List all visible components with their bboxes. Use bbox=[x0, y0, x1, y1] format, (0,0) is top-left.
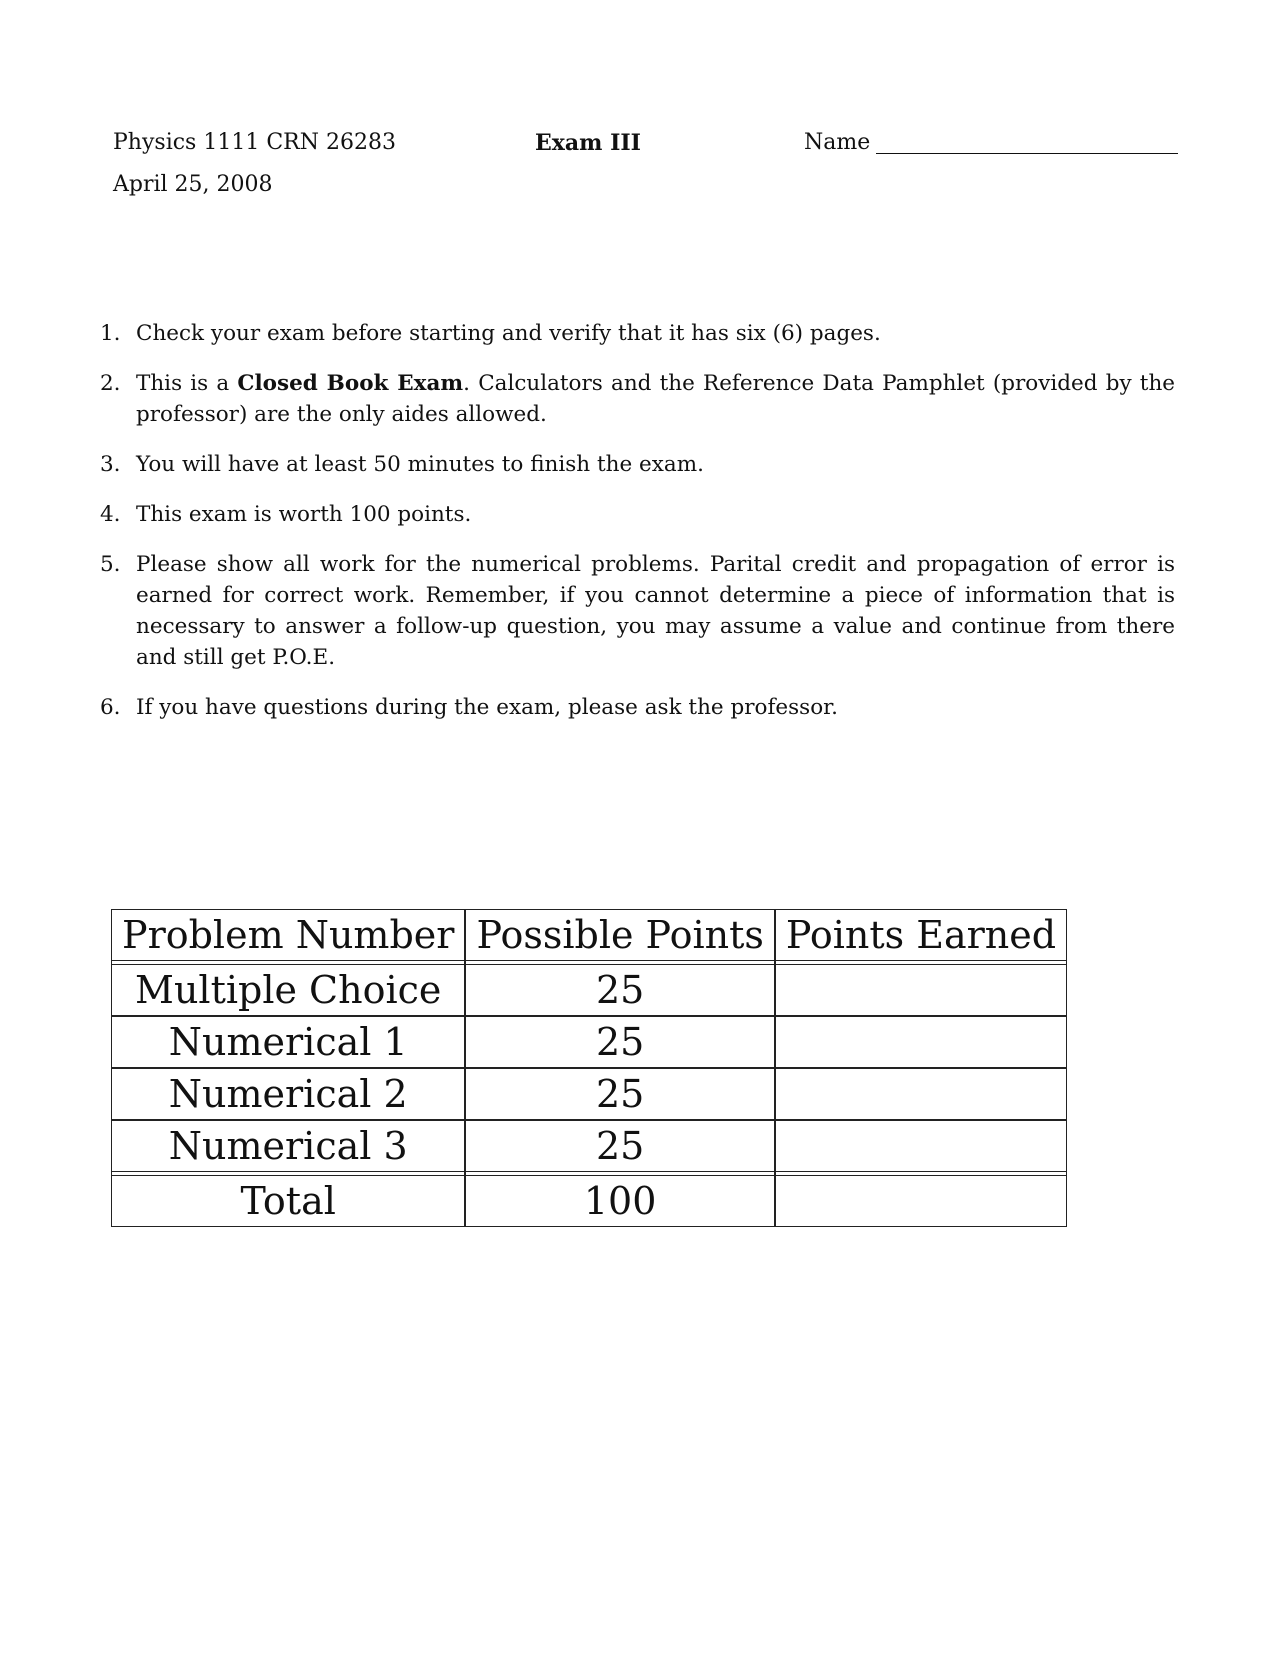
instruction-item bbox=[100, 692, 1175, 723]
instruction-text-part: If you have questions during the exam, please ask the professor. bbox=[136, 695, 838, 720]
possible-points-cell: 25 bbox=[465, 1016, 774, 1068]
instructions-list bbox=[100, 318, 1175, 742]
name-blank-line[interactable] bbox=[876, 153, 1178, 154]
instruction-number: 1. bbox=[100, 321, 121, 346]
problem-cell: Numerical 3 bbox=[111, 1120, 465, 1172]
points-earned-cell[interactable] bbox=[775, 1120, 1067, 1172]
problem-cell: Numerical 2 bbox=[111, 1068, 465, 1120]
table-row bbox=[111, 1016, 1067, 1068]
instruction-text bbox=[136, 368, 1175, 430]
instruction-text-part: Please show all work for the numerical problems. Parital credit and propagation of error is earned for correct work. Remember, if you cannot determine a piece of information that is necessary to answer a follow-up question, you may assume a value and continue from there and still get P.O.E. bbox=[136, 552, 1175, 670]
instruction-item bbox=[100, 368, 1175, 430]
instruction-text bbox=[136, 499, 1175, 530]
instruction-text-part: Check your exam before starting and verify that it has six (6) pages. bbox=[136, 321, 881, 346]
points-earned-cell[interactable] bbox=[775, 1016, 1067, 1068]
table-row bbox=[111, 964, 1067, 1016]
problem-cell: Numerical 1 bbox=[111, 1016, 465, 1068]
possible-points-cell: 25 bbox=[465, 1068, 774, 1120]
instruction-text-part: . Calculators and the Reference Data Pamphlet (provided by the professor) are the only aides allowed. bbox=[136, 371, 1176, 427]
possible-points-cell: 25 bbox=[465, 1120, 774, 1172]
instruction-text-part: You will have at least 50 minutes to finish the exam. bbox=[136, 452, 704, 477]
total-row bbox=[111, 1175, 1067, 1227]
possible-points-cell: 100 bbox=[465, 1175, 774, 1227]
instruction-item bbox=[100, 449, 1175, 480]
header-problem-number: Problem Number bbox=[111, 909, 465, 961]
name-label: Name bbox=[804, 130, 871, 155]
exam-title: Exam III bbox=[535, 130, 641, 156]
score-table-body bbox=[111, 961, 1067, 1227]
instruction-text-part: This is a bbox=[136, 371, 238, 396]
table-row bbox=[111, 1068, 1067, 1120]
instruction-number: 2. bbox=[100, 371, 121, 396]
problem-cell: Total bbox=[111, 1175, 465, 1227]
table-row bbox=[111, 1120, 1067, 1172]
score-table bbox=[111, 909, 1067, 1227]
instruction-text bbox=[136, 449, 1175, 480]
points-earned-cell[interactable] bbox=[775, 1175, 1067, 1227]
score-table-header-row bbox=[111, 909, 1067, 961]
instruction-emphasis: Closed Book Exam bbox=[237, 371, 464, 396]
header-points-earned: Points Earned bbox=[775, 909, 1067, 961]
instruction-text bbox=[136, 692, 1175, 723]
instruction-number: 6. bbox=[100, 695, 121, 720]
possible-points-cell: 25 bbox=[465, 964, 774, 1016]
course-info bbox=[113, 122, 396, 206]
points-earned-cell[interactable] bbox=[775, 964, 1067, 1016]
name-field[interactable] bbox=[804, 122, 1178, 164]
instruction-number: 4. bbox=[100, 502, 121, 527]
instruction-text-part: This exam is worth 100 points. bbox=[136, 502, 472, 527]
course-title: Physics 1111 CRN 26283 bbox=[113, 130, 396, 155]
points-earned-cell[interactable] bbox=[775, 1068, 1067, 1120]
instruction-item bbox=[100, 499, 1175, 530]
instruction-number: 3. bbox=[100, 452, 121, 477]
instruction-number: 5. bbox=[100, 552, 121, 577]
problem-cell: Multiple Choice bbox=[111, 964, 465, 1016]
instruction-text bbox=[136, 549, 1175, 673]
instruction-item bbox=[100, 318, 1175, 349]
instruction-text bbox=[136, 318, 1175, 349]
instruction-item bbox=[100, 549, 1175, 673]
exam-date: April 25, 2008 bbox=[113, 172, 273, 197]
header-possible-points: Possible Points bbox=[465, 909, 774, 961]
